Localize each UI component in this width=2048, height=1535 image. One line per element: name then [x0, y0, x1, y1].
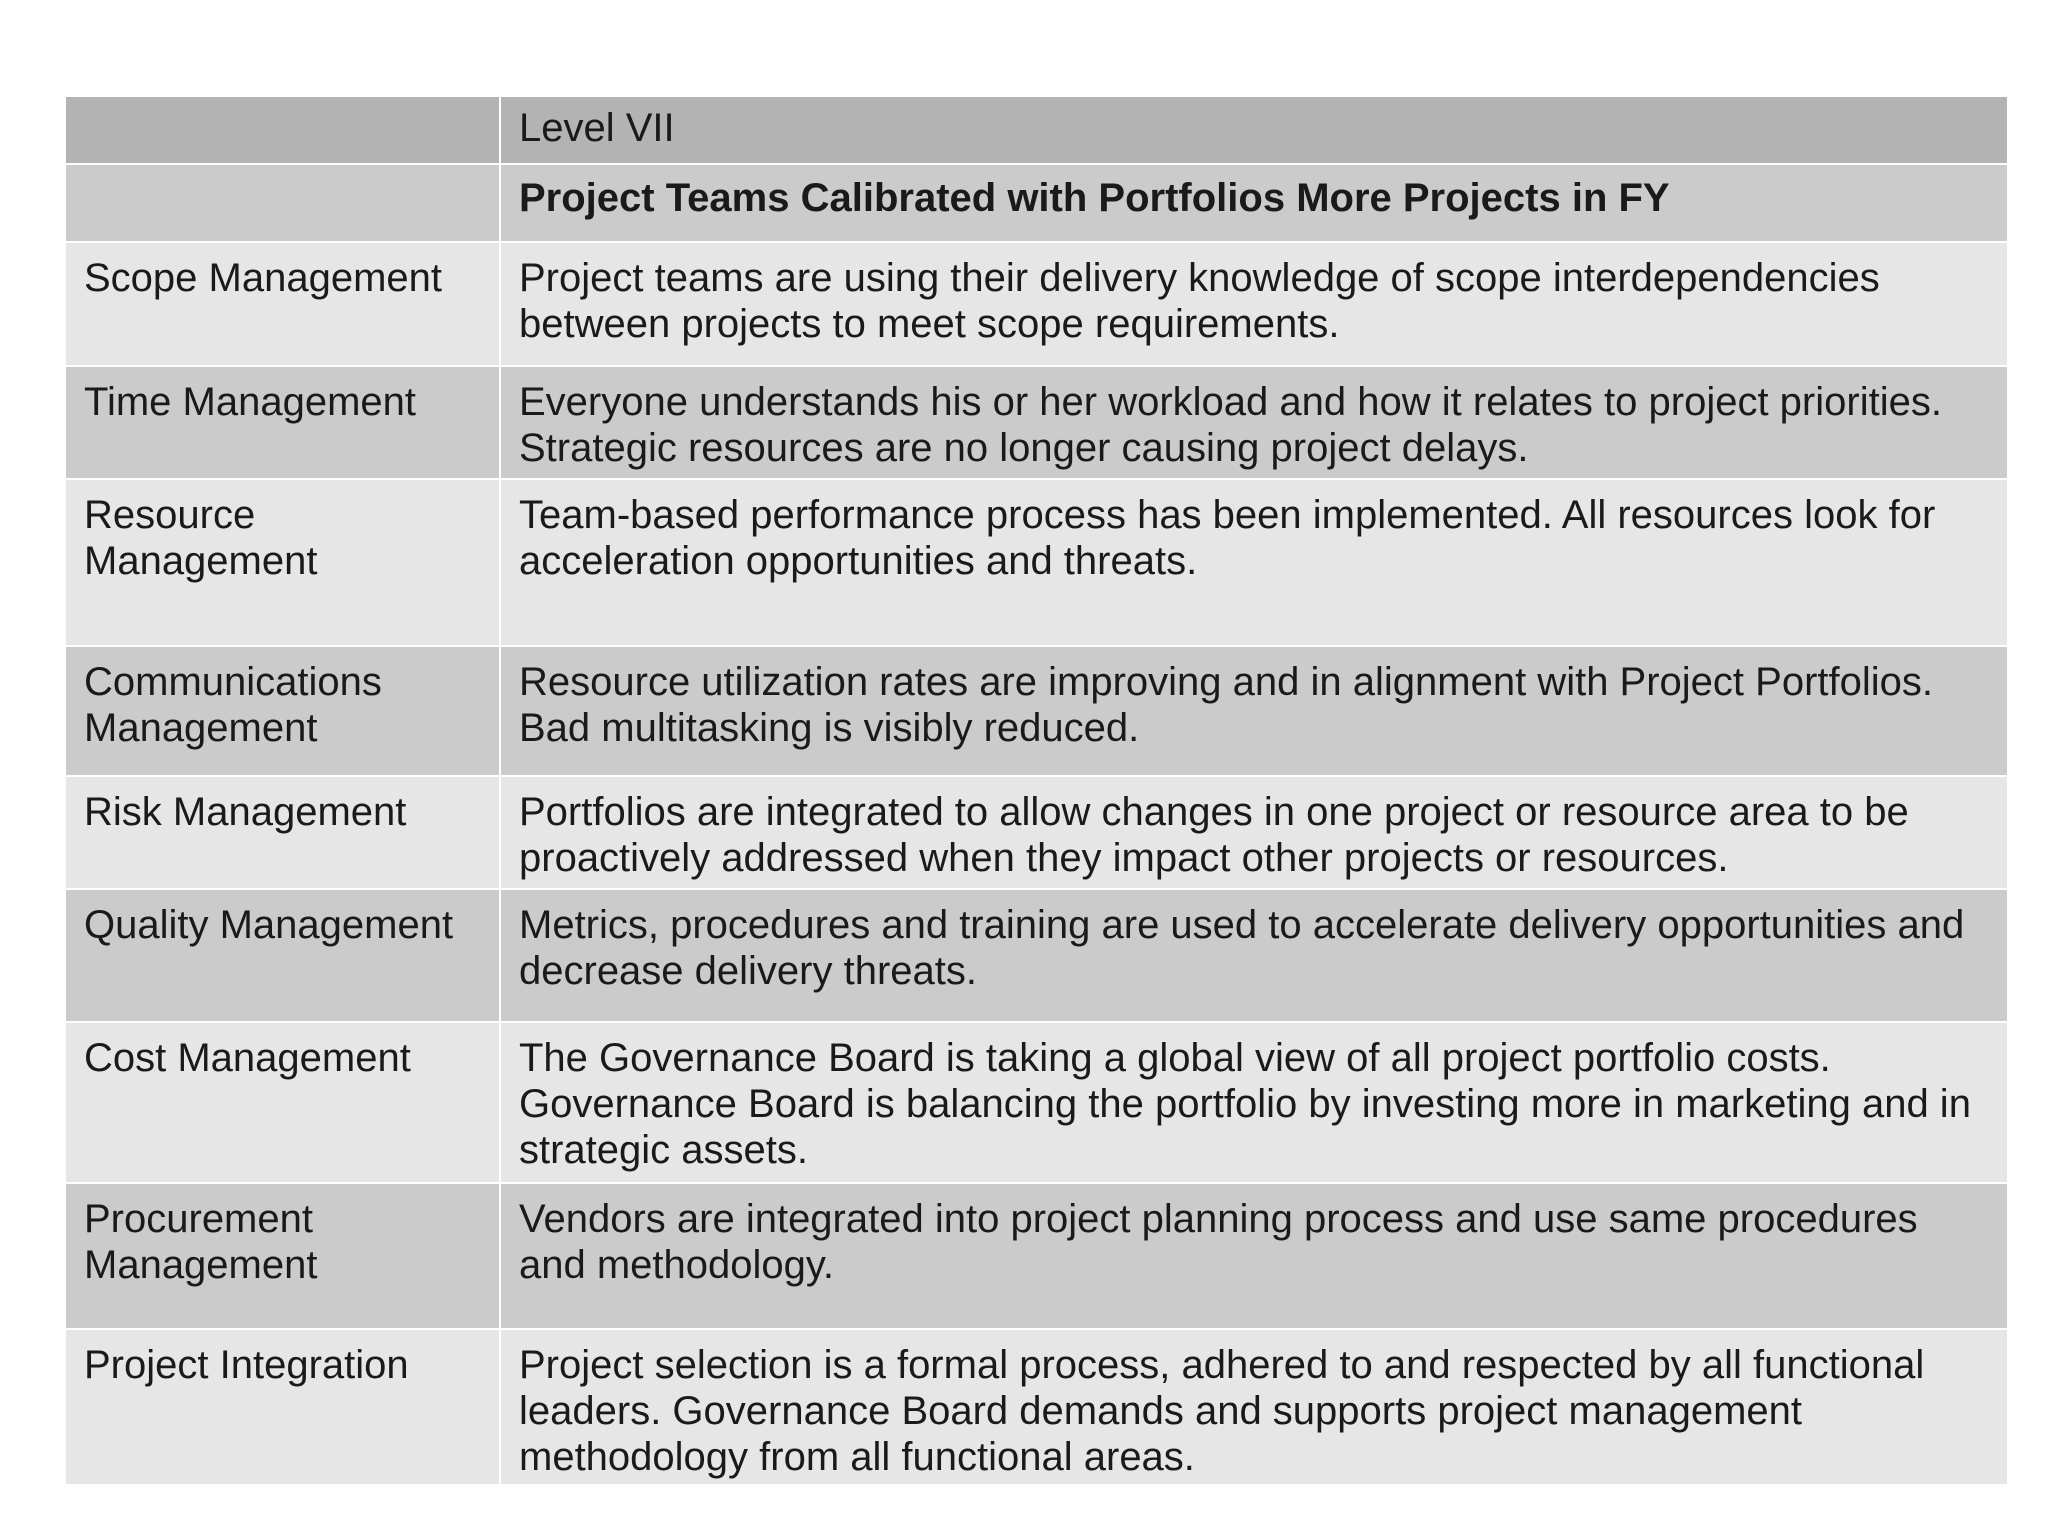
row-label: Scope Management: [66, 242, 500, 366]
header-empty-cell: [66, 164, 500, 242]
table-row: [66, 776, 2007, 889]
row-label: Resource Management: [66, 479, 500, 646]
header-title: Project Teams Calibrated with Portfolios More Projects in FY: [500, 164, 2007, 242]
row-description: Team-based performance process has been implemented. All resources look for acceleration opportunities and threats.: [500, 479, 2007, 646]
header-empty-cell: [66, 96, 500, 164]
row-label: Time Management: [66, 366, 500, 479]
row-description: Resource utilization rates are improving and in alignment with Project Portfolios. Bad multitasking is visibly reduced.: [500, 646, 2007, 776]
table-row: [66, 889, 2007, 1022]
row-description: The Governance Board is taking a global view of all project portfolio costs. Governance Board is balancing the portfolio by investing more in marketing and in strategic assets.: [500, 1022, 2007, 1183]
row-description: Metrics, procedures and training are used to accelerate delivery opportunities and decrease delivery threats.: [500, 889, 2007, 1022]
table-row: [66, 1022, 2007, 1183]
row-description: Everyone understands his or her workload and how it relates to project priorities. Strategic resources are no longer causing project delays.: [500, 366, 2007, 479]
table-row: [66, 1183, 2007, 1329]
row-description: Portfolios are integrated to allow changes in one project or resource area to be proactively addressed when they impact other projects or resources.: [500, 776, 2007, 889]
row-label: Quality Management: [66, 889, 500, 1022]
header-row-title: [66, 164, 2007, 242]
row-description: Project teams are using their delivery knowledge of scope interdependencies between projects to meet scope requirements.: [500, 242, 2007, 366]
table-row: [66, 479, 2007, 646]
table-row: [66, 646, 2007, 776]
row-label: Project Integration: [66, 1329, 500, 1484]
row-label: Risk Management: [66, 776, 500, 889]
row-label: Procurement Management: [66, 1183, 500, 1329]
row-label: Communications Management: [66, 646, 500, 776]
row-label: Cost Management: [66, 1022, 500, 1183]
row-description: Project selection is a formal process, adhered to and respected by all functional leaders. Governance Board demands and supports project management methodology from all functional areas.: [500, 1329, 2007, 1484]
row-description: Vendors are integrated into project planning process and use same procedures and methodology.: [500, 1183, 2007, 1329]
table-row: [66, 366, 2007, 479]
header-level: Level VII: [500, 96, 2007, 164]
table-row: [66, 242, 2007, 366]
maturity-table: [66, 95, 2007, 1484]
table-row: [66, 1329, 2007, 1484]
header-row-level: [66, 96, 2007, 164]
